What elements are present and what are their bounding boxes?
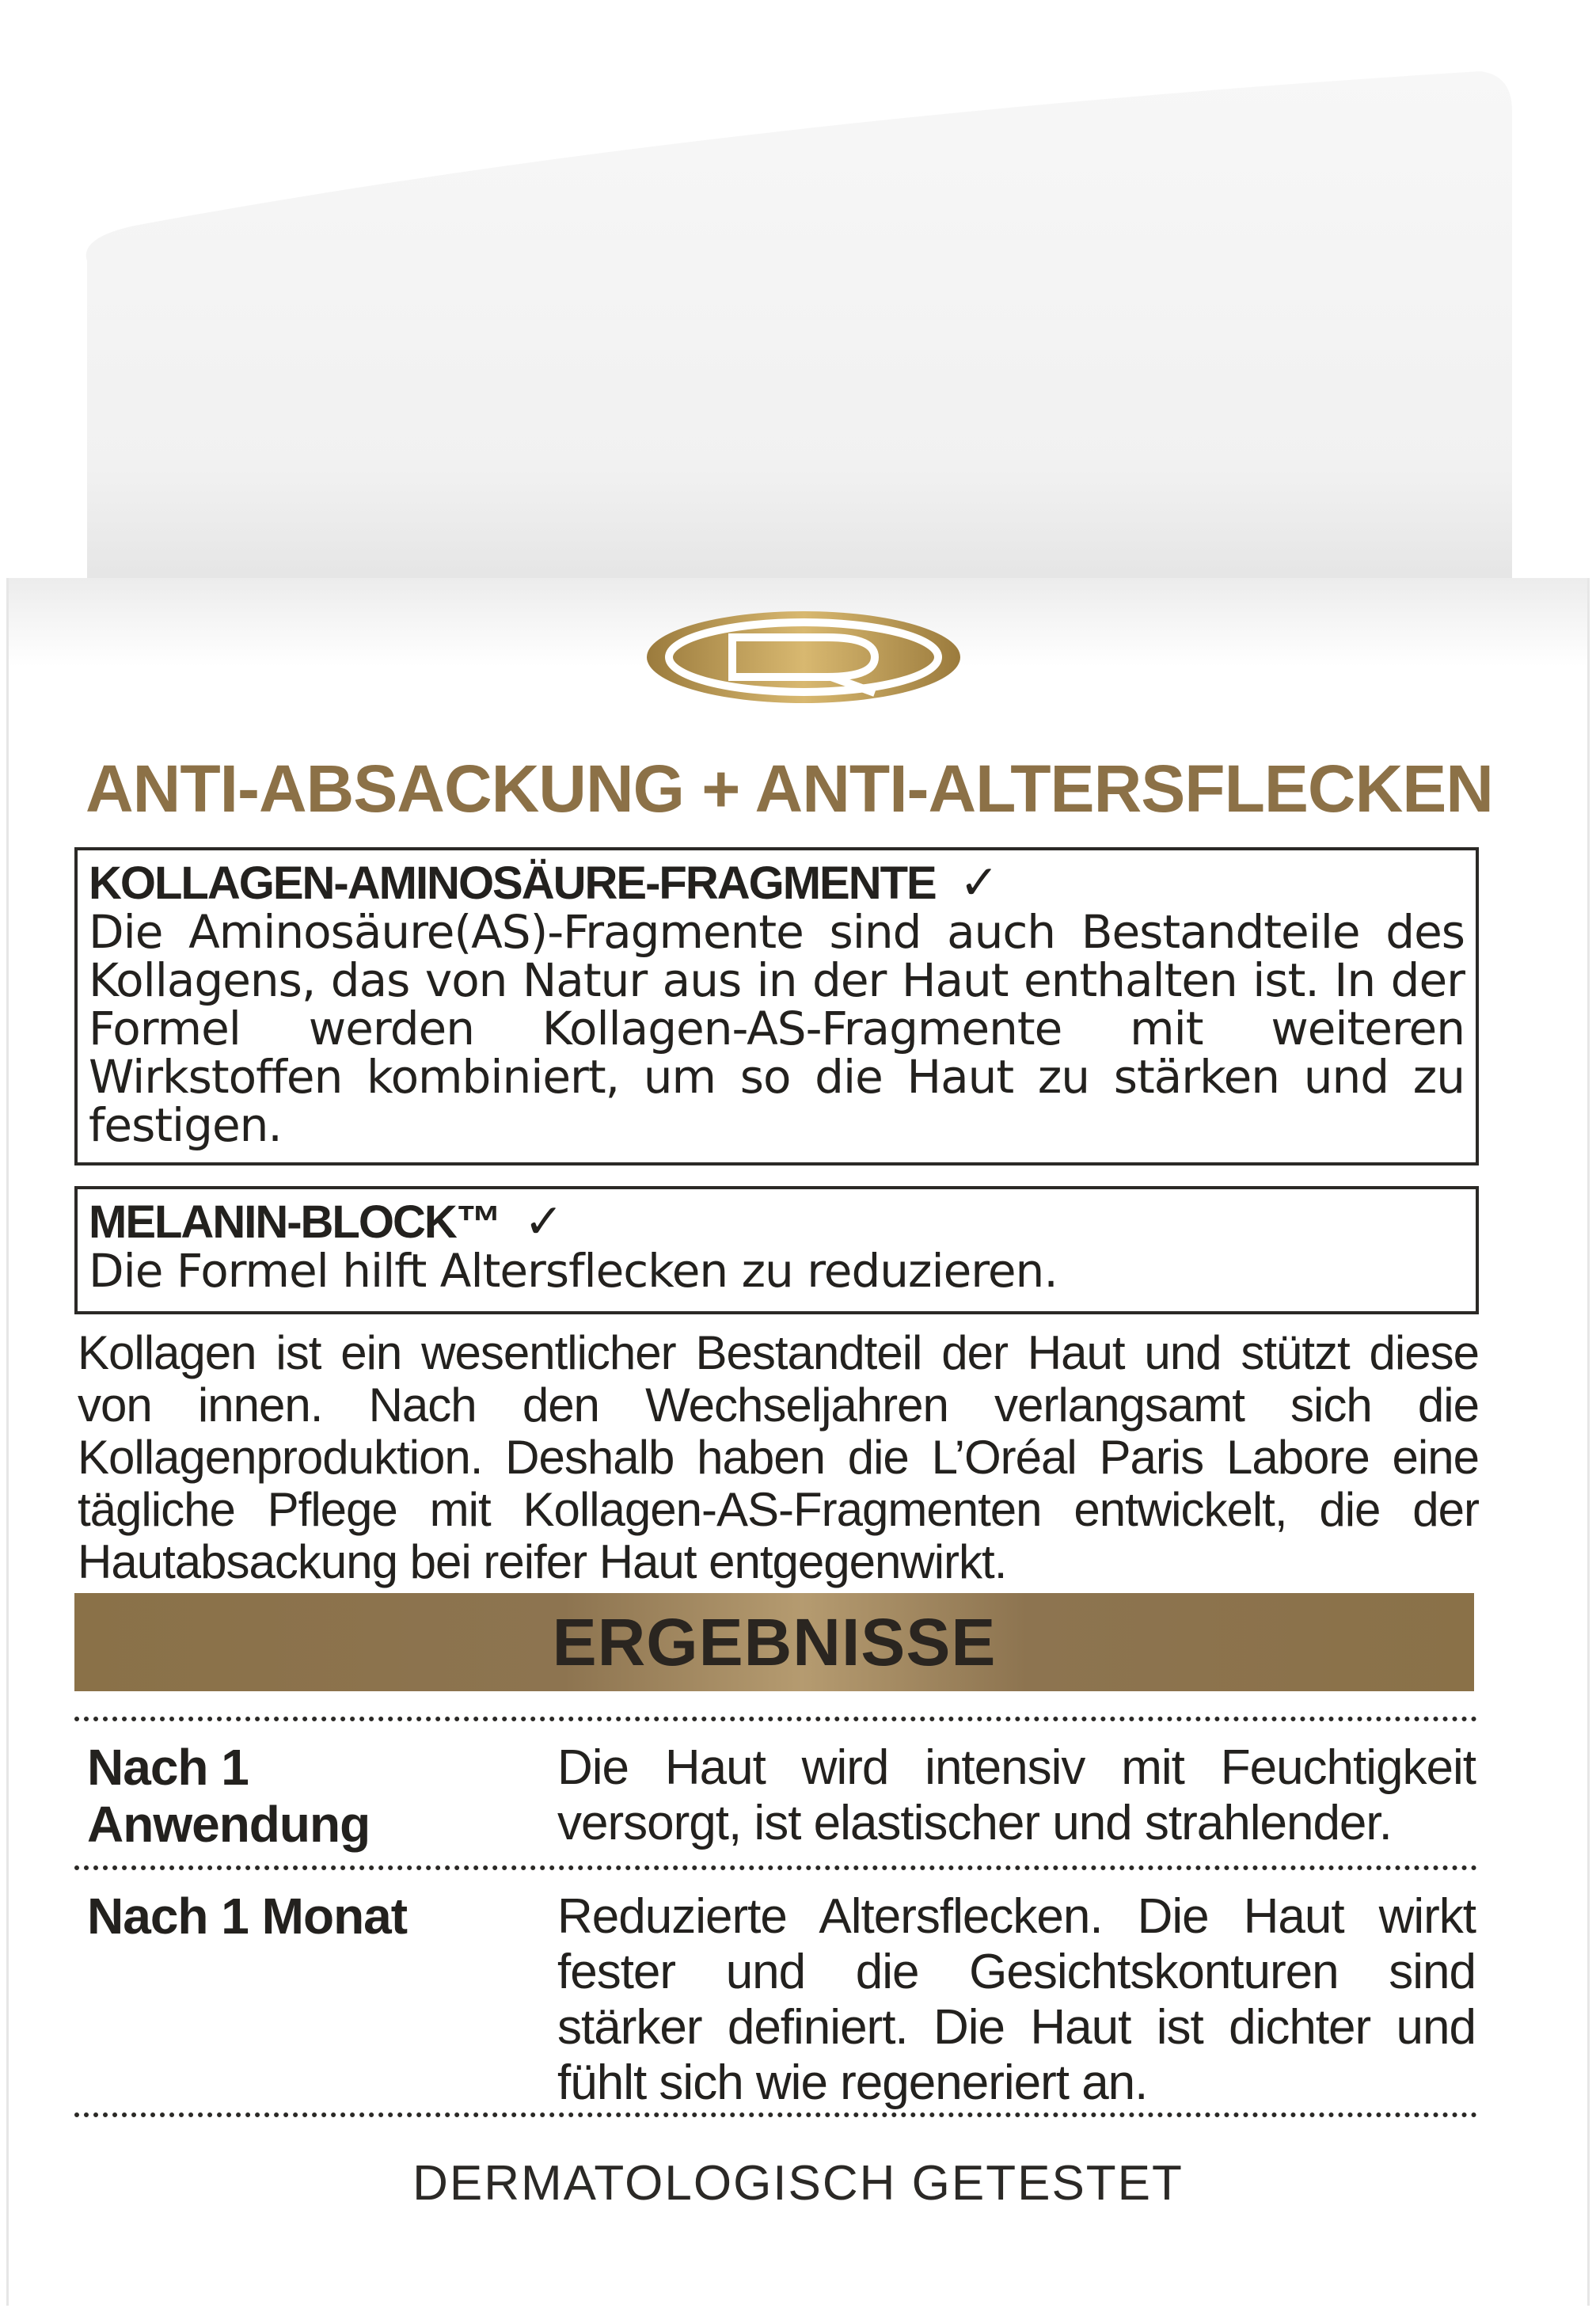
result-label-line: Anwendung — [87, 1796, 370, 1853]
results-title: ERGEBNISSE — [552, 1604, 997, 1679]
collagen-title: KOLLAGEN-AMINOSÄURE-FRAGMENTE — [89, 857, 936, 909]
result-row-label — [87, 1739, 530, 1853]
brand-monogram-logo — [645, 610, 962, 705]
jar-lid — [0, 0, 1596, 602]
melanin-title: MELANIN-BLOCK™ — [89, 1196, 500, 1248]
result-label-line: Nach 1 Monat — [87, 1888, 408, 1945]
result-row-text: Die Haut wird intensiv mit Feuchtigkeit versorgt, ist elastischer und strahlender. — [557, 1740, 1476, 1850]
footer-claim: DERMATOLOGISCH GETESTET — [412, 2156, 1184, 2211]
collagen-text: Die Aminosäure(AS)-Fragmente sind auch Bestandteile des Kollagens, das von Natur aus in der Haut enthalten ist. In der Formel werden Kollagen-AS-Fragmente mit weiteren Wirkstoffen kombiniert, um so die Haut zu stärken und zu festigen. — [89, 905, 1465, 1152]
melanin-title-row — [89, 1197, 1465, 1247]
divider — [74, 2112, 1477, 2117]
collagen-info-box — [74, 847, 1479, 1166]
result-row-label — [87, 1888, 530, 1945]
intro-paragraph: Kollagen ist ein wesentlicher Bestandteil der Haut und stützt diese von innen. Nach den Wechseljahren verlangsamt sich die Kollagenproduktion. Deshalb haben die L’Oréal Paris Labore eine tägliche Pflege mit Kollagen-AS-Fragmenten entwickelt, die der Hautabsackung bei reifer Haut entgegenwirkt. — [78, 1326, 1479, 1588]
melanin-text: Die Formel hilft Altersflecken zu reduzieren. — [89, 1244, 1058, 1298]
melanin-info-box — [74, 1186, 1479, 1314]
headline: ANTI-ABSACKUNG + ANTI-ALTERSFLECKEN — [86, 751, 1493, 826]
check-icon: ✓ — [959, 856, 998, 909]
check-icon: ✓ — [523, 1195, 562, 1248]
divider — [74, 1865, 1477, 1870]
collagen-title-row — [89, 858, 1465, 908]
divider — [74, 1717, 1477, 1721]
result-label-line: Nach 1 — [87, 1739, 249, 1796]
results-banner — [74, 1593, 1474, 1691]
result-row-text: Reduzierte Altersflecken. Die Haut wirkt fester und die Gesichtskonturen sind stärker definiert. Die Haut ist dichter und fühlt sich wie regeneriert an. — [557, 1889, 1476, 2110]
